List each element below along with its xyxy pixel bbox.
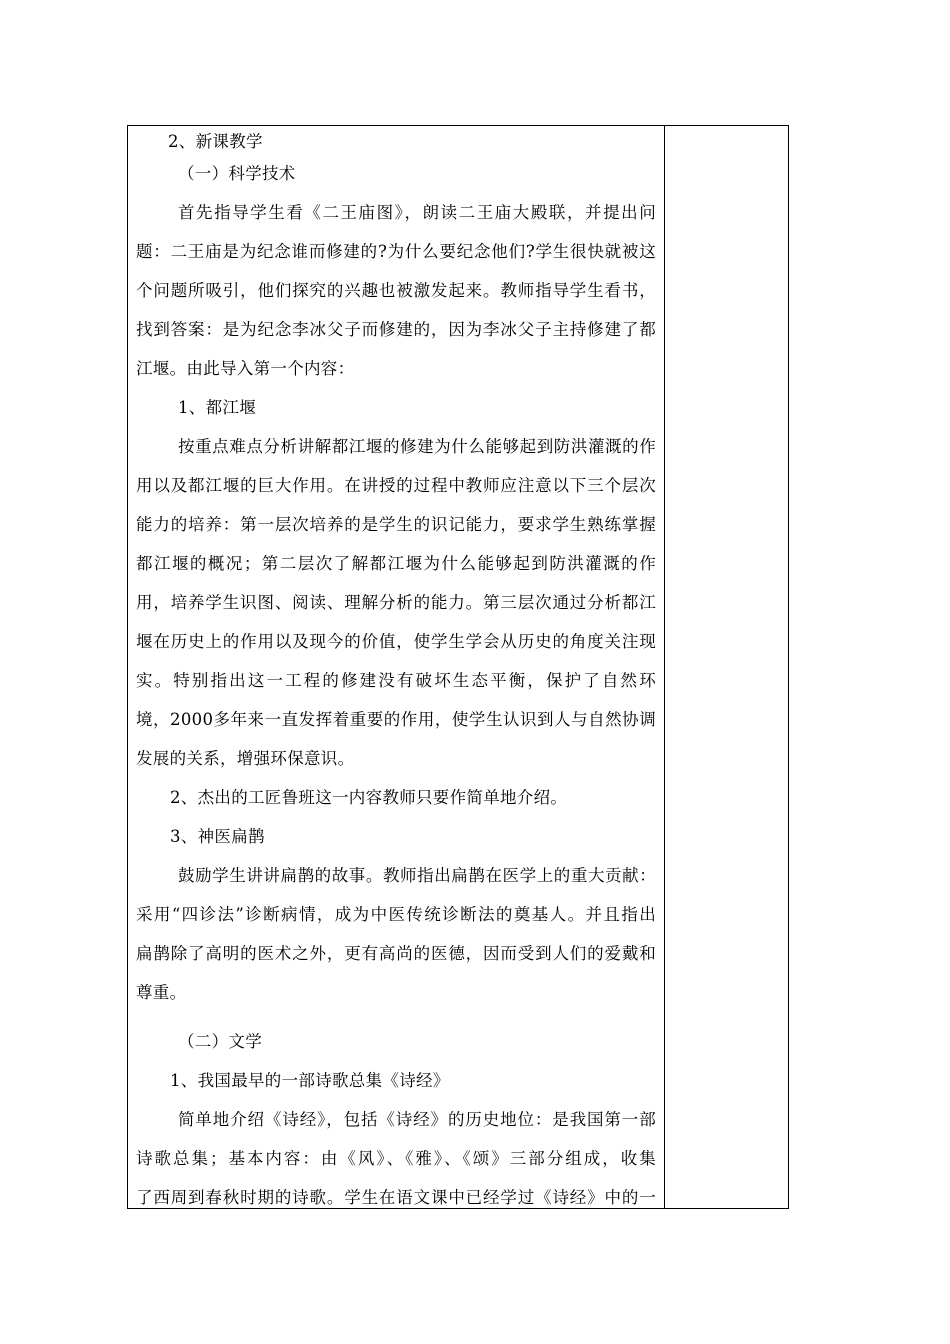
paragraph-line: 实。特别指出这一工程的修建没有破坏生态平衡，保护了自然环 <box>136 671 656 690</box>
paragraph-line: 境，2000多年来一直发挥着重要的作用，使学生认识到人与自然协调 <box>136 710 656 729</box>
paragraph-line: 鼓励学生讲讲扁鹊的故事。教师指出扁鹊在医学上的重大贡献： <box>178 866 656 885</box>
paragraph-line: 按重点难点分析讲解都江堰的修建为什么能够起到防洪灌溉的作 <box>178 437 656 456</box>
subsection-heading: （一）科学技术 <box>178 164 296 183</box>
paragraph-line: 江堰。由此导入第一个内容： <box>136 359 355 378</box>
subsection-heading: （二）文学 <box>178 1032 262 1051</box>
item-heading: 1、我国最早的一部诗歌总集《诗经》 <box>170 1071 450 1090</box>
paragraph-line: 了西周到春秋时期的诗歌。学生在语文课中已经学过《诗经》中的一 <box>136 1188 656 1207</box>
paragraph-line: 简单地介绍《诗经》，包括《诗经》的历史地位：是我国第一部 <box>178 1110 656 1129</box>
paragraph-line: 用以及都江堰的巨大作用。在讲授的过程中教师应注意以下三个层次 <box>136 476 656 495</box>
paragraph-line: 尊重。 <box>136 983 187 1002</box>
paragraph-line: 采用“四诊法”诊断病情，成为中医传统诊断法的奠基人。并且指出 <box>136 905 656 924</box>
paragraph-line: 堰在历史上的作用以及现今的价值，使学生学会从历史的角度关注现 <box>136 632 656 651</box>
paragraph-line: 发展的关系，增强环保意识。 <box>136 749 355 768</box>
paragraph-line: 题：二王庙是为纪念谁而修建的?为什么要纪念他们?学生很快就被这 <box>136 242 656 261</box>
item-heading: 1、都江堰 <box>178 398 256 417</box>
paragraph-line: 扁鹊除了高明的医术之外，更有高尚的医德，因而受到人们的爱戴和 <box>136 944 656 963</box>
paragraph-line: 诗歌总集；基本内容：由《风》、《雅》、《颂》三部分组成，收集 <box>136 1149 656 1168</box>
lesson-content-cell <box>128 126 664 1208</box>
paragraph-line: 个问题所吸引，他们探究的兴趣也被激发起来。教师指导学生看书， <box>136 281 656 300</box>
paragraph-line: 都江堰的概况；第二层次了解都江堰为什么能够起到防洪灌溉的作 <box>136 554 656 573</box>
paragraph-line: 能力的培养：第一层次培养的是学生的识记能力，要求学生熟练掌握 <box>136 515 656 534</box>
paragraph-line: 首先指导学生看《二王庙图》，朗读二王庙大殿联，并提出问 <box>178 203 656 222</box>
section-heading: 2、新课教学 <box>168 132 263 151</box>
paragraph-line: 找到答案：是为纪念李冰父子而修建的，因为李冰父子主持修建了都 <box>136 320 656 339</box>
paragraph-line: 用，培养学生识图、阅读、理解分析的能力。第三层次通过分析都江 <box>136 593 656 612</box>
notes-cell <box>665 126 788 1208</box>
item-heading: 2、杰出的工匠鲁班这一内容教师只要作简单地介绍。 <box>170 788 568 807</box>
item-heading: 3、神医扁鹊 <box>170 827 265 846</box>
lesson-table <box>127 125 789 1209</box>
